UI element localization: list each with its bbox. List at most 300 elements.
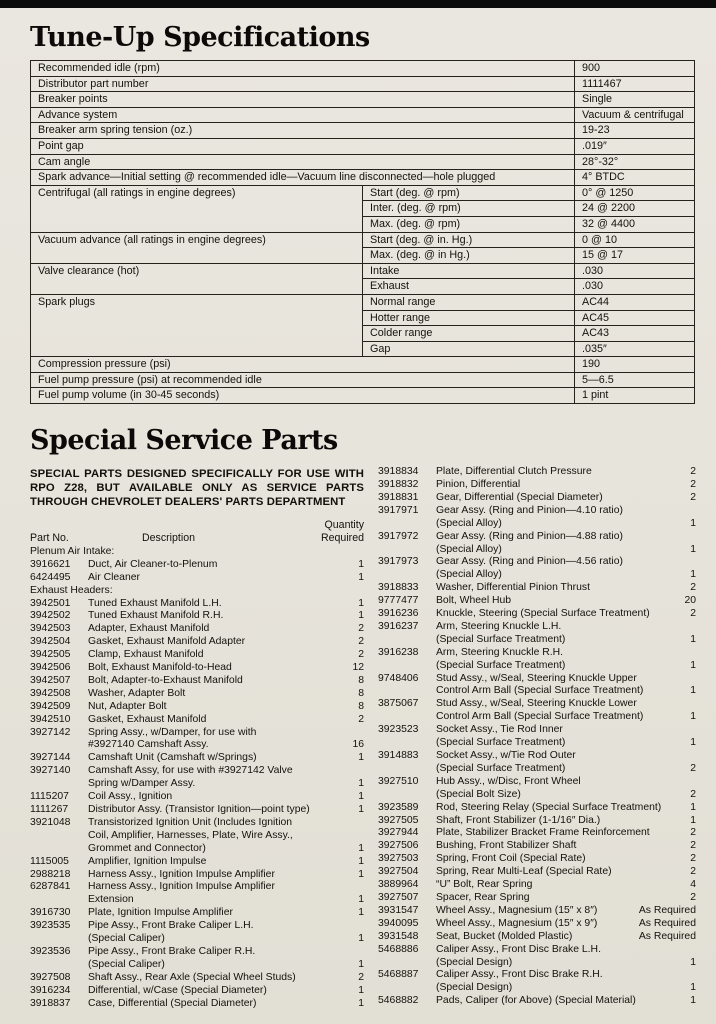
spec-value: .030	[575, 279, 695, 295]
part-row	[30, 714, 364, 727]
spec-value: 4° BTDC	[575, 170, 695, 186]
part-row	[30, 610, 364, 623]
part-description: Nut, Adapter Bolt	[88, 700, 167, 712]
part-number: 3921048	[30, 816, 71, 828]
part-description: Plate, Differential Clutch Pressure	[436, 466, 592, 478]
part-quantity: 2	[690, 866, 696, 878]
part-row	[30, 920, 364, 946]
header-required: Required	[321, 531, 364, 544]
part-quantity: 2	[690, 582, 696, 594]
part-quantity: 1	[690, 569, 696, 581]
part-number: 3927506	[378, 840, 419, 852]
part-description: Gasket, Exhaust Manifold	[88, 713, 207, 725]
part-description: Stud Assy., w/Seal, Steering Knuckle Lower Control Arm Ball (Special Surface Treatment)	[436, 698, 644, 723]
spec-label: Cam angle	[31, 154, 575, 170]
part-quantity: 1	[690, 982, 696, 994]
part-row	[30, 688, 364, 701]
part-description: Bushing, Front Stabilizer Shaft	[436, 840, 577, 852]
part-number: 1115207	[30, 791, 69, 803]
spec-row	[31, 123, 695, 139]
spec-row	[31, 388, 695, 404]
part-quantity: 8	[358, 687, 364, 699]
part-number: 3927507	[378, 891, 419, 903]
part-row	[378, 750, 696, 776]
spec-row	[31, 263, 695, 279]
part-description: Harness Assy., Ignition Impulse Amplifier	[88, 868, 275, 880]
part-number: 3942507	[30, 674, 71, 686]
part-description: Arm, Steering Knuckle R.H. (Special Surface Treatment)	[436, 646, 566, 671]
spec-sub-label: Max. (deg. @ in Hg.)	[363, 248, 575, 264]
part-row	[378, 479, 696, 492]
part-description: Pipe Assy., Front Brake Caliper L.H. (Special Caliper)	[88, 920, 254, 945]
part-row	[378, 505, 696, 531]
spec-sub-label: Intake	[363, 263, 575, 279]
part-number: 3916236	[378, 608, 419, 620]
spec-label: Centrifugal (all ratings in engine degrees)	[31, 185, 363, 232]
spec-row	[31, 61, 695, 77]
part-row	[30, 598, 364, 611]
part-description: Shaft, Front Stabilizer (1-1/16″ Dia.)	[436, 814, 601, 826]
part-number: 3942509	[30, 700, 71, 712]
tuneup-specifications-table	[30, 60, 695, 404]
part-description: Washer, Differential Pinion Thrust	[436, 582, 591, 594]
part-number: 3931548	[378, 930, 419, 942]
part-description: Pads, Caliper (for Above) (Special Material)	[436, 995, 636, 1007]
part-number: 3918833	[378, 582, 419, 594]
part-number: 3916730	[30, 907, 71, 919]
part-quantity: 1	[690, 517, 696, 529]
spec-sub-label: Hotter range	[363, 310, 575, 326]
part-quantity: 1	[358, 868, 364, 880]
part-row	[30, 791, 364, 804]
spec-value: 19-23	[575, 123, 695, 139]
part-description: Hub Assy., w/Disc, Front Wheel (Special Bolt Size)	[436, 775, 581, 800]
part-row	[30, 765, 364, 791]
part-row	[378, 608, 696, 621]
page-edge-bar	[0, 0, 716, 8]
spec-row	[31, 294, 695, 310]
parts-right-column	[378, 465, 696, 1010]
spec-value: .035″	[575, 341, 695, 357]
part-description: Pipe Assy., Front Brake Caliper R.H. (Special Caliper)	[88, 945, 256, 970]
special-service-parts-title: Special Service Parts	[30, 425, 338, 457]
spec-value: .030	[575, 263, 695, 279]
spec-sub-label: Colder range	[363, 326, 575, 342]
part-row	[30, 572, 364, 585]
part-number: 3916234	[30, 984, 71, 996]
spec-value: AC44	[575, 294, 695, 310]
part-description: Seat, Bucket (Molded Plastic)	[436, 930, 573, 942]
part-quantity: As Required	[638, 930, 696, 942]
part-number: 3927140	[30, 765, 71, 777]
part-quantity: As Required	[638, 904, 696, 916]
part-row	[378, 918, 696, 931]
header-labels-line	[30, 532, 364, 545]
part-number: 3918834	[378, 466, 419, 478]
part-description: Bolt, Adapter-to-Exhaust Manifold	[88, 674, 243, 686]
part-description: Gear Assy. (Ring and Pinion—4.10 ratio) (Special Alloy)	[436, 504, 623, 529]
spec-row	[31, 357, 695, 373]
part-number: 3923536	[30, 945, 71, 957]
part-description: Transistorized Ignition Unit (Includes Ignition Coil, Amplifier, Harnesses, Plate, Wire Assy., Grommet and Connector)	[88, 816, 293, 854]
part-row	[378, 905, 696, 918]
part-description: Gear Assy. (Ring and Pinion—4.56 ratio) (Special Alloy)	[436, 556, 623, 581]
part-description: Spring Assy., w/Damper, for use with #3927140 Camshaft Assy.	[88, 726, 257, 751]
spec-value: Single	[575, 92, 695, 108]
part-row	[378, 866, 696, 879]
part-quantity: 1	[358, 610, 364, 622]
part-quantity: 1	[358, 907, 364, 919]
spec-label: Point gap	[31, 138, 575, 154]
part-quantity: 2	[690, 478, 696, 490]
part-quantity: 2	[358, 623, 364, 635]
part-number: 3927144	[30, 752, 71, 764]
part-quantity: 1	[690, 633, 696, 645]
part-quantity: 1	[690, 814, 696, 826]
part-description: Air Cleaner	[88, 571, 140, 583]
header-quantity-line	[30, 519, 364, 532]
part-row	[378, 892, 696, 905]
spec-value: AC45	[575, 310, 695, 326]
part-row	[378, 879, 696, 892]
part-description: Caliper Assy., Front Disc Brake R.H. (Special Design)	[436, 969, 603, 994]
spec-value: 32 @ 4400	[575, 216, 695, 232]
part-number: 3942506	[30, 662, 71, 674]
part-row	[30, 804, 364, 817]
part-quantity: 1	[690, 956, 696, 968]
part-number: 6287841	[30, 881, 71, 893]
part-description: Gasket, Exhaust Manifold Adapter	[88, 636, 246, 648]
part-description: Differential, w/Case (Special Diameter)	[88, 984, 267, 996]
part-description: Arm, Steering Knuckle L.H. (Special Surface Treatment)	[436, 620, 566, 645]
spec-label: Valve clearance (hot)	[31, 263, 363, 294]
part-row	[30, 675, 364, 688]
part-row	[378, 466, 696, 479]
part-number: 3927503	[378, 853, 419, 865]
part-quantity: 1	[690, 801, 696, 813]
spec-value: 24 @ 2200	[575, 201, 695, 217]
spec-value: Vacuum & centrifugal	[575, 107, 695, 123]
part-number: 3942508	[30, 687, 71, 699]
part-description: Spring, Front Coil (Special Rate)	[436, 853, 586, 865]
spec-value: 0° @ 1250	[575, 185, 695, 201]
part-quantity: 1	[690, 737, 696, 749]
part-number: 3923523	[378, 724, 419, 736]
part-number: 5468887	[378, 969, 419, 981]
part-quantity: 2	[358, 971, 364, 983]
part-row	[378, 531, 696, 557]
part-description: Clamp, Exhaust Manifold	[88, 649, 204, 661]
part-row	[30, 972, 364, 985]
spec-row	[31, 185, 695, 201]
part-description: Bolt, Wheel Hub	[436, 595, 512, 607]
part-description: Camshaft Assy, for use with #3927142 Valve Spring w/Damper Assy.	[88, 765, 293, 790]
part-quantity: 1	[358, 597, 364, 609]
spec-label: Breaker points	[31, 92, 575, 108]
header-description: Description	[142, 531, 195, 544]
part-number: 3917973	[378, 556, 419, 568]
part-description: Gear Assy. (Ring and Pinion—4.88 ratio) (Special Alloy)	[436, 530, 623, 555]
part-row	[378, 969, 696, 995]
part-row	[378, 776, 696, 802]
part-row	[378, 673, 696, 699]
part-row	[378, 853, 696, 866]
spec-row	[31, 92, 695, 108]
part-description: Rod, Steering Relay (Special Surface Treatment)	[436, 801, 662, 813]
part-number: 3942505	[30, 649, 71, 661]
part-quantity: 1	[358, 791, 364, 803]
part-number: 9777477	[378, 595, 419, 607]
spec-row	[31, 138, 695, 154]
part-row	[30, 907, 364, 920]
part-number: 3918837	[30, 997, 71, 1009]
part-description: Camshaft Unit (Camshaft w/Springs)	[88, 752, 257, 764]
spec-value: AC43	[575, 326, 695, 342]
part-number: 3927508	[30, 971, 71, 983]
part-row	[378, 802, 696, 815]
part-row	[378, 698, 696, 724]
part-number: 3914883	[378, 750, 419, 761]
spec-sub-label: Gap	[363, 341, 575, 357]
part-quantity: 1	[690, 995, 696, 1007]
part-number: 3942503	[30, 623, 71, 635]
part-description: Tuned Exhaust Manifold R.H.	[88, 610, 224, 622]
part-row	[378, 827, 696, 840]
part-number: 3918832	[378, 478, 419, 490]
part-quantity: 2	[358, 649, 364, 661]
part-number: 3917972	[378, 530, 419, 542]
part-description: Case, Differential (Special Diameter)	[88, 997, 257, 1009]
part-description: Spacer, Rear Spring	[436, 891, 530, 903]
part-description: Socket Assy., Tie Rod Inner (Special Surface Treatment)	[436, 724, 566, 749]
part-description: Wheel Assy., Magnesium (15″ x 9″)	[436, 917, 598, 929]
part-description: Pinion, Differential	[436, 478, 521, 490]
spec-label: Breaker arm spring tension (oz.)	[31, 123, 575, 139]
part-quantity: 2	[358, 636, 364, 648]
part-description: Washer, Adapter Bolt	[88, 687, 186, 699]
spec-label: Advance system	[31, 107, 575, 123]
parts-left-column	[30, 465, 364, 1010]
part-quantity: 2	[690, 762, 696, 774]
part-description: Harness Assy., Ignition Impulse Amplifier Extension	[88, 881, 275, 906]
part-number: 3942501	[30, 597, 71, 609]
part-quantity: 1	[690, 685, 696, 697]
spec-value: 5—6.5	[575, 372, 695, 388]
part-quantity: 2	[690, 891, 696, 903]
part-quantity: 2	[690, 827, 696, 839]
spec-label: Spark advance—Initial setting @ recommended idle—Vacuum line disconnected—hole plugged	[31, 170, 575, 186]
part-number: 3927944	[378, 827, 419, 839]
part-row	[30, 649, 364, 662]
spec-row	[31, 372, 695, 388]
spec-sub-label: Exhaust	[363, 279, 575, 295]
part-row	[30, 623, 364, 636]
part-quantity: 1	[358, 855, 364, 867]
part-number: 3916238	[378, 646, 419, 658]
part-description: Wheel Assy., Magnesium (15″ x 8″)	[436, 904, 598, 916]
part-row	[378, 582, 696, 595]
part-description: Spring, Rear Multi-Leaf (Special Rate)	[436, 866, 612, 878]
part-row	[378, 647, 696, 673]
part-number: 3927505	[378, 814, 419, 826]
part-number: 3931547	[378, 904, 419, 916]
part-quantity: 1	[358, 933, 364, 945]
part-quantity: 1	[690, 543, 696, 555]
part-description: Shaft Assy., Rear Axle (Special Wheel Studs)	[88, 971, 296, 983]
part-quantity: 2	[358, 713, 364, 725]
part-description: Bolt, Exhaust Manifold-to-Head	[88, 662, 232, 674]
part-row	[30, 869, 364, 882]
parts-intro-text: SPECIAL PARTS DESIGNED SPECIFICALLY FOR USE WITH RPO Z28, BUT AVAILABLE ONLY AS SERVICE PARTS THROUGH CHEVROLET DEALERS' PARTS DEPARTMENT	[30, 468, 364, 509]
part-description: Amplifier, Ignition Impulse	[88, 855, 207, 867]
part-number: 3916621	[30, 558, 71, 570]
part-description: Socket Assy., w/Tie Rod Outer (Special Surface Treatment)	[436, 750, 576, 774]
part-number: 3940095	[378, 917, 419, 929]
part-number: 3927510	[378, 775, 419, 787]
parts-columns	[30, 465, 696, 1010]
part-quantity: 2	[690, 853, 696, 865]
part-description: Plate, Ignition Impulse Amplifier	[88, 907, 233, 919]
part-description: Coil Assy., Ignition	[88, 791, 173, 803]
spec-value: 0 @ 10	[575, 232, 695, 248]
spec-sub-label: Inter. (deg. @ rpm)	[363, 201, 575, 217]
part-quantity: 2	[690, 491, 696, 503]
part-row	[30, 985, 364, 998]
part-number: 3918831	[378, 491, 419, 503]
spec-label: Recommended idle (rpm)	[31, 61, 575, 77]
part-row	[30, 856, 364, 869]
part-row	[30, 559, 364, 572]
part-quantity: 8	[358, 700, 364, 712]
spec-value: 28°-32°	[575, 154, 695, 170]
part-row	[378, 556, 696, 582]
part-quantity: 1	[358, 958, 364, 970]
part-quantity: 1	[358, 894, 364, 906]
part-description: Duct, Air Cleaner-to-Plenum	[88, 558, 218, 570]
part-number: 3889964	[378, 879, 419, 891]
spec-value: 1 pint	[575, 388, 695, 404]
part-number: 3942510	[30, 713, 71, 725]
part-row	[30, 662, 364, 675]
part-quantity: 2	[690, 466, 696, 478]
part-description: Plate, Stabilizer Bracket Frame Reinforcement	[436, 827, 650, 839]
part-number: 5468882	[378, 995, 419, 1007]
part-number: 3916237	[378, 620, 419, 632]
spec-label: Vacuum advance (all ratings in engine degrees)	[31, 232, 363, 263]
part-description: “U” Bolt, Rear Spring	[436, 879, 533, 891]
part-description: Gear, Differential (Special Diameter)	[436, 491, 603, 503]
spec-row	[31, 76, 695, 92]
part-quantity: 1	[358, 984, 364, 996]
part-number: 3875067	[378, 698, 419, 710]
spec-sub-label: Normal range	[363, 294, 575, 310]
part-row	[378, 595, 696, 608]
parts-list-right	[378, 466, 696, 1008]
part-number: 1115005	[30, 855, 69, 867]
part-row	[30, 727, 364, 753]
spec-value: 15 @ 17	[575, 248, 695, 264]
parts-section-header: Plenum Air Intake:	[30, 545, 115, 557]
part-quantity: 1	[358, 804, 364, 815]
part-row	[30, 881, 364, 907]
part-row	[30, 998, 364, 1011]
spec-label: Distributor part number	[31, 76, 575, 92]
spec-label: Fuel pump pressure (psi) at recommended idle	[31, 372, 575, 388]
part-quantity: 1	[358, 752, 364, 764]
part-description: Adapter, Exhaust Manifold	[88, 623, 210, 635]
spec-sub-label: Start (deg. @ in. Hg.)	[363, 232, 575, 248]
part-quantity: 1	[358, 842, 364, 854]
part-row	[378, 724, 696, 750]
part-row	[378, 944, 696, 970]
part-quantity: 20	[684, 595, 696, 607]
spec-label: Fuel pump volume (in 30-45 seconds)	[31, 388, 575, 404]
part-row	[378, 815, 696, 828]
part-number: 3923589	[378, 801, 419, 813]
part-row	[378, 931, 696, 944]
part-quantity: 1	[690, 711, 696, 723]
spec-value: 1111467	[575, 76, 695, 92]
spec-label: Spark plugs	[31, 294, 363, 356]
part-row	[30, 946, 364, 972]
part-quantity: 8	[358, 674, 364, 686]
spec-sub-label: Max. (deg. @ rpm)	[363, 216, 575, 232]
part-row	[30, 817, 364, 856]
spec-value: .019″	[575, 138, 695, 154]
part-number: 3917971	[378, 504, 419, 516]
part-number: 3927142	[30, 726, 71, 738]
parts-list-left	[30, 546, 364, 1011]
part-quantity: 2	[690, 788, 696, 800]
parts-section-header: Exhaust Headers:	[30, 584, 113, 596]
spec-row	[31, 154, 695, 170]
part-description: Distributor Assy. (Transistor Ignition—point type)	[88, 804, 310, 815]
part-row	[378, 621, 696, 647]
part-description: Knuckle, Steering (Special Surface Treatment)	[436, 608, 650, 620]
tuneup-table-body	[31, 61, 695, 404]
part-description: Tuned Exhaust Manifold L.H.	[88, 597, 222, 609]
part-row	[378, 995, 696, 1008]
spec-row	[31, 107, 695, 123]
part-number: 1111267	[30, 804, 69, 815]
part-row	[378, 840, 696, 853]
part-number: 6424495	[30, 571, 71, 583]
part-quantity: 2	[690, 608, 696, 620]
part-quantity: 1	[358, 778, 364, 790]
part-number: 2988218	[30, 868, 71, 880]
part-quantity: 1	[358, 571, 364, 583]
part-row	[30, 752, 364, 765]
part-number: 5468886	[378, 943, 419, 955]
part-quantity: As Required	[638, 917, 696, 929]
spec-value: 190	[575, 357, 695, 373]
spec-sub-label: Start (deg. @ rpm)	[363, 185, 575, 201]
spec-row	[31, 232, 695, 248]
part-number: 3942502	[30, 610, 71, 622]
part-quantity: 12	[352, 662, 364, 674]
tuneup-specifications-title: Tune-Up Specifications	[30, 22, 370, 53]
part-description: Caliper Assy., Front Disc Brake L.H. (Special Design)	[436, 943, 601, 968]
part-quantity: 1	[358, 997, 364, 1009]
part-quantity: 2	[690, 840, 696, 852]
parts-column-headers	[30, 519, 364, 545]
spec-value: 900	[575, 61, 695, 77]
header-part-no: Part No.	[30, 531, 69, 544]
part-quantity: 16	[352, 739, 364, 751]
part-number: 3923535	[30, 920, 71, 932]
part-quantity: 1	[690, 659, 696, 671]
header-quantity: Quantity	[324, 519, 364, 532]
